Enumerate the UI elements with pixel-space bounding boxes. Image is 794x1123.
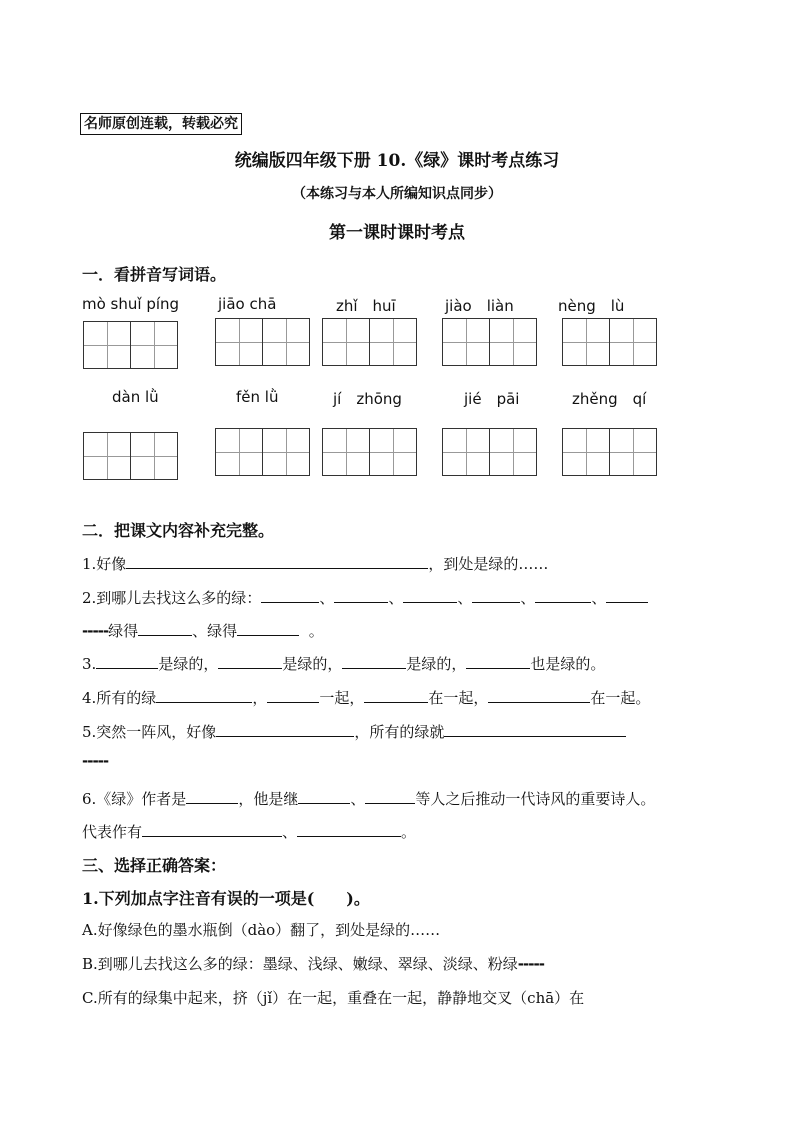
blank[interactable] <box>297 822 401 837</box>
blank[interactable] <box>488 688 590 703</box>
writing-grid[interactable] <box>83 432 177 480</box>
blank[interactable] <box>298 789 350 804</box>
question-1: 1.下列加点字注音有误的一项是( )。 <box>82 889 370 908</box>
pinyin-label: mò shuǐ píng <box>82 295 180 313</box>
blank[interactable] <box>606 588 648 603</box>
pinyin-label: dàn lǜ <box>112 388 159 406</box>
fill-line-3: 3. 是绿的， 是绿的， 是绿的， 也是绿的。 <box>82 655 606 673</box>
page-subtitle: （本练习与本人所编知识点同步） <box>292 186 502 202</box>
writing-grid[interactable] <box>442 318 536 366</box>
blank[interactable] <box>142 822 282 837</box>
section3-heading: 三、选择正确答案： <box>82 856 227 875</box>
blank[interactable] <box>365 789 415 804</box>
option-a[interactable]: A.好像绿色的墨水瓶倒（dào）翻了，到处是绿的…… <box>82 921 441 939</box>
option-b[interactable]: B.到哪儿去找这么多的绿：墨绿、浅绿、嫩绿、翠绿、淡绿、粉绿----- <box>82 955 544 973</box>
option-c[interactable]: C.所有的绿集中起来，挤（jǐ）在一起，重叠在一起，静静地交叉（chā）在 <box>82 989 585 1007</box>
blank[interactable] <box>126 554 428 569</box>
blank[interactable] <box>472 588 520 603</box>
page-title: 统编版四年级下册 10.《绿》课时考点练习 <box>234 151 560 171</box>
writing-grid[interactable] <box>322 428 416 476</box>
blank[interactable] <box>342 654 406 669</box>
fill-line-5: 5.突然一阵风，好像 ，所有的绿就 <box>82 721 626 742</box>
blank[interactable] <box>261 588 319 603</box>
section1-heading: 一．看拼音写词语。 <box>82 265 227 284</box>
blank[interactable] <box>466 654 530 669</box>
pinyin-label: jí zhōng <box>333 390 402 408</box>
pinyin-label: jié pāi <box>464 390 520 408</box>
fill-line-1: 1.好像 ，到处是绿的…… <box>82 555 549 573</box>
writing-grid[interactable] <box>322 318 416 366</box>
writing-grid[interactable] <box>215 318 309 366</box>
blank[interactable] <box>218 654 282 669</box>
blank[interactable] <box>444 722 626 737</box>
pinyin-label: fěn lǜ <box>236 388 279 406</box>
fill-line-7: 代表作有 、 。 <box>82 823 417 841</box>
blank[interactable] <box>267 688 319 703</box>
lesson-heading: 第一课时课时考点 <box>329 223 465 243</box>
pinyin-label: zhěng qí <box>572 390 647 408</box>
blank[interactable] <box>535 588 591 603</box>
pinyin-label: zhǐ huī <box>336 297 396 315</box>
blank[interactable] <box>237 621 299 636</box>
blank[interactable] <box>186 789 238 804</box>
pinyin-label: jiāo chā <box>218 295 277 313</box>
section2-heading: 二．把课文内容补充完整。 <box>82 521 275 540</box>
blank[interactable] <box>364 688 428 703</box>
fill-line-5b: ----- <box>82 752 109 770</box>
writing-grid[interactable] <box>562 318 656 366</box>
pinyin-label: nèng lù <box>558 297 625 315</box>
fill-line-4: 4.所有的绿 ， 一起， 在一起， 在一起。 <box>82 689 651 707</box>
writing-grid[interactable] <box>215 428 309 476</box>
writing-grid[interactable] <box>442 428 536 476</box>
blank[interactable] <box>216 722 354 737</box>
pinyin-label: jiào liàn <box>445 297 514 315</box>
blank[interactable] <box>403 588 457 603</box>
copyright-stamp: 名师原创连载，转载必究 <box>80 113 242 135</box>
blank[interactable] <box>138 621 192 636</box>
writing-grid[interactable] <box>562 428 656 476</box>
writing-grid-3[interactable] <box>83 321 177 369</box>
fill-line-6: 6.《绿》作者是 ，他是继 、 等人之后推动一代诗风的重要诗人。 <box>82 790 656 808</box>
blank[interactable] <box>334 588 388 603</box>
blank[interactable] <box>96 654 158 669</box>
blank[interactable] <box>156 688 252 703</box>
fill-line-2: 2.到哪儿去找这么多的绿： 、 、 、 、 、 <box>82 587 648 608</box>
fill-line-2b: -----绿得 、绿得 。 <box>82 622 324 640</box>
